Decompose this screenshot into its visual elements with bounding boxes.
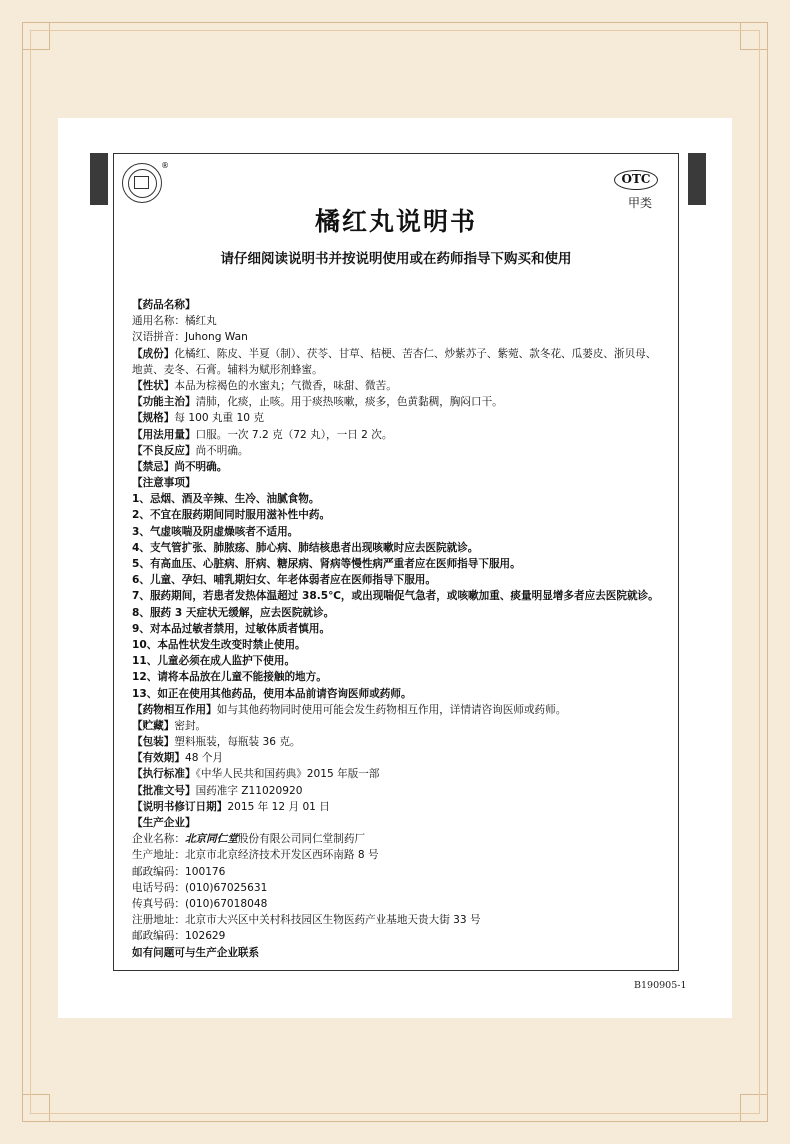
precaution-item: 8、服药 3 天症状无缓解，应去医院就诊。 [132,606,335,619]
company-name-row: 企业名称：北京同仁堂股份有限公司同仁堂制药厂 [132,833,366,846]
precaution-item: 3、气虚咳喘及阴虚燥咳者不适用。 [132,525,299,538]
company-reg-address-row: 注册地址：北京市大兴区中关村科技园区生物医药产业基地天贵大街 33 号 [132,914,481,927]
company-reg-zip-row: 邮政编码：102629 [132,930,226,943]
precaution-item: 5、有高血压、心脏病、肝病、糖尿病、肾病等慢性病严重者应在医师指导下服用。 [132,558,521,570]
standard-row: 【执行标准】《中华人民共和国药典》2015 年版一部 [132,768,380,781]
revision-row: 【说明书修订日期】2015 年 12 月 01 日 [132,800,330,813]
precaution-item: 2、不宜在服药期间同时服用滋补性中药。 [132,509,331,522]
adverse-row: 【不良反应】尚不明确。 [132,444,249,457]
binding-strip-right [688,153,706,205]
spec-row: 【规格】每 100 丸重 10 克 [132,412,264,425]
package-insert [113,153,679,971]
contact-note: 如有问题可与生产企业联系 [132,946,260,959]
document-subtitle: 请仔细阅读说明书并按说明使用或在药师指导下购买和使用 [220,251,572,267]
generic-name-row: 通用名称：橘红丸 [132,315,217,328]
document-title: 橘红丸说明书 [314,207,477,236]
company-phone-row: 电话号码：(010)67025631 [132,881,268,894]
precaution-item: 4、支气管扩张、肺脓疡、肺心病、肺结核患者出现咳嗽时应去医院就诊。 [132,541,479,554]
company-fax-row: 传真号码：(010)67018048 [132,897,268,910]
precaution-item: 1、忌烟、酒及辛辣、生冷、油腻食物。 [132,493,320,506]
otc-badge: OTC [614,170,658,190]
ingredients-row-2: 地黄、麦冬、石膏。辅料为赋形剂蜂蜜。 [132,363,323,376]
company-heading: 【生产企业】 [132,817,196,829]
insert-body [132,297,670,961]
function-row: 【功能主治】清肺，化痰，止咳。用于痰热咳嗽，痰多，色黄黏稠，胸闷口干。 [132,396,503,409]
precaution-item: 9、对本品过敏者禁用，过敏体质者慎用。 [132,622,331,635]
ingredients-row: 【成份】化橘红、陈皮、半夏（制）、茯苓、甘草、桔梗、苦杏仁、炒紫苏子、紫菀、款冬花、瓜蒌皮、浙贝母、 [132,347,657,360]
tongrentang-logo [122,161,169,203]
document-code: B190905-1 [634,980,687,991]
storage-row: 【贮藏】密封。 [132,719,207,732]
precautions-heading: 【注意事项】 [132,477,196,490]
contraindication-row: 【禁忌】尚不明确。 [132,460,228,473]
registered-mark: ® [161,161,169,170]
dosage-row: 【用法用量】口服。一次 7.2 克（72 丸），一日 2 次。 [132,428,393,441]
company-zip-row: 邮政编码：100176 [132,865,226,878]
package-row: 【包装】塑料瓶装，每瓶装 36 克。 [132,736,301,749]
otc-class-label: 甲类 [627,196,652,210]
validity-row: 【有效期】48 个月 [132,752,224,765]
precaution-item: 11、儿童必须在成人监护下使用。 [132,655,296,668]
drug-name-heading: 【药品名称】 [132,299,196,311]
precaution-item: 13、如正在使用其他药品，使用本品前请咨询医师或药师。 [132,687,412,700]
precaution-item: 10、本品性状发生改变时禁止使用。 [132,638,306,651]
interaction-row: 【药物相互作用】如与其他药物同时使用可能会发生药物相互作用，详情请咨询医师或药师。 [132,703,567,716]
pinyin-row: 汉语拼音：Juhong Wan [132,331,248,344]
generic-name: 橘红丸 [184,315,217,328]
properties-row: 【性状】本品为棕褐色的水蜜丸；气微香，味甜、微苦。 [132,379,397,392]
approval-row: 【批准文号】国药准字 Z11020920 [132,784,303,797]
binding-strip-left [90,153,108,205]
company-address-row: 生产地址：北京市北京经济技术开发区西环南路 8 号 [132,849,379,862]
pinyin-name: Juhong Wan [184,331,248,344]
precaution-item: 7、服药期间，若患者发热体温超过 38.5℃，或出现喘促气急者，或咳嗽加重、痰量明显增多者应去医院就诊。 [132,590,659,603]
precaution-item: 6、儿童、孕妇、哺乳期妇女、年老体弱者应在医师指导下服用。 [132,574,436,587]
precaution-item: 12、请将本品放在儿童不能接触的地方。 [132,671,327,684]
